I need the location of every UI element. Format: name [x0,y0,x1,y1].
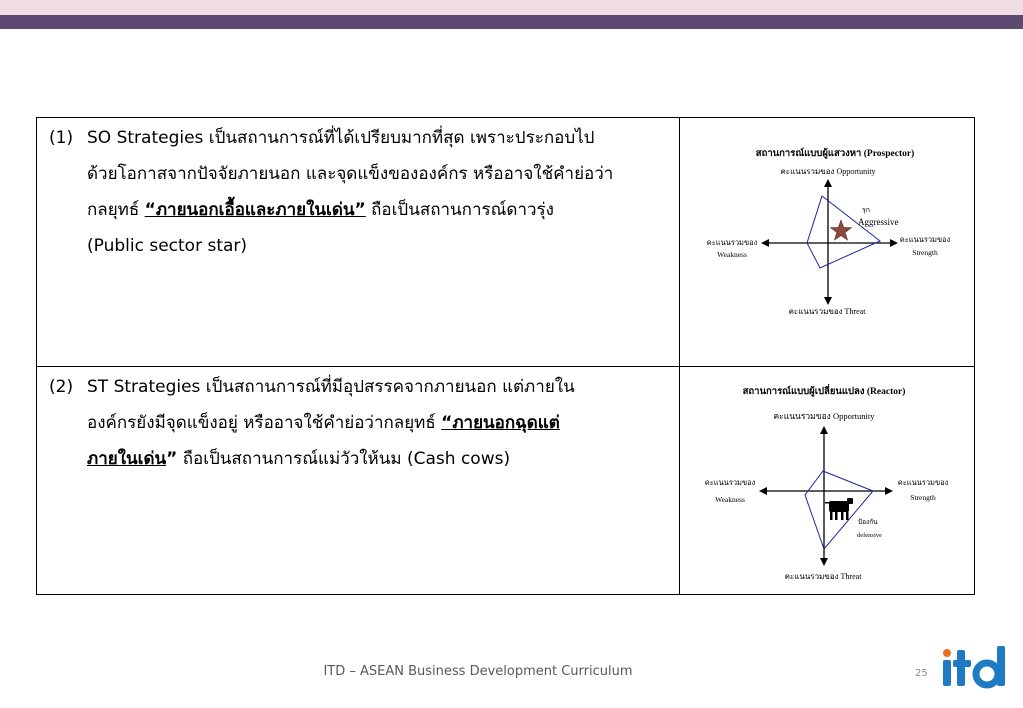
emphasis-text: “ภายนอกเอื้อและภายในเด่น” [144,200,366,220]
prospector-diagram [680,118,974,367]
quadrant-label: defensive [857,532,882,539]
weakness-axis-label: คะแนนรวมของ [704,478,756,487]
strategy-paragraph [37,367,679,477]
body-text: กลยุทธ์ [87,200,145,220]
strategy-text-cell [37,367,680,595]
strategy-line [87,228,667,264]
threat-axis-label: คะแนนรวมของ Threat [784,572,862,581]
strategy-line [87,369,667,405]
strength-axis-label: คะแนนรวมของ [897,478,949,487]
strategy-number: (2) [49,377,74,397]
body-text: องค์กรยังมีจุดแข็งอยู่ หรืออาจใช้คำย่อว่ากลยุทธ์ [87,413,442,433]
figure-title: สถานการณ์แบบผู้เปลี่ยนแปลง (Reactor) [742,387,906,397]
weakness-axis-label-en: Weakness [717,250,747,259]
header-strip [0,0,1023,15]
emphasis-text: ” [166,449,178,469]
opportunity-axis-label: คะแนนรวมของ Opportunity [773,411,875,421]
header-bar [0,15,1023,29]
quadrant-label: Aggressive [858,217,899,227]
table-row [37,118,975,367]
emphasis-text: “ภายนอกฉุดแต่ [441,413,560,433]
body-text: SO Strategies เป็นสถานการณ์ที่ได้เปรียบมากที่สุด เพราะประกอบไป [87,128,595,148]
weakness-axis-label: คะแนนรวมของ [706,238,758,247]
strategy-figure-cell [680,118,975,367]
quadrant-label-thai: ป้องกัน [858,519,878,526]
star-icon [831,220,852,240]
footer-text: ITD – ASEAN Business Development Curriculum [323,664,633,679]
weakness-axis-label-en: Weakness [715,495,745,504]
itd-logo [941,644,1013,692]
quadrant-label-thai: รุก [862,206,870,214]
logo-dot-icon [943,649,951,657]
emphasis-text: ภายในเด่น [87,449,167,469]
figure-title: สถานการณ์แบบผู้แสวงหา (Prospector) [755,149,915,159]
strength-axis-label-en: Strength [912,248,938,257]
strategy-line [87,441,667,477]
strength-axis-label-en: Strength [910,493,936,502]
strategy-line [87,405,667,441]
strategy-line [87,120,667,156]
body-text: ด้วยโอกาสจากปัจจัยภายนอก และจุดแข็งขององค์กร หรืออาจใช้คำย่อว่า [87,164,614,184]
body-text: ST Strategies เป็นสถานการณ์ที่มีอุปสรรคจากภายนอก แต่ภายใน [87,377,575,397]
strategy-text-cell [37,118,680,367]
strategy-line [87,192,667,228]
opportunity-axis-label: คะแนนรวมของ Opportunity [780,167,876,176]
strategy-figure-cell [680,367,975,595]
body-text: (Public sector star) [87,236,248,256]
reactor-diagram [680,367,974,595]
body-text: ถือเป็นสถานการณ์ดาวรุ่ง [365,200,554,220]
strength-axis-label: คะแนนรวมของ [899,235,951,244]
strategy-line [87,156,667,192]
cow-icon [825,498,853,520]
threat-axis-label: คะแนนรวมของ Threat [788,307,866,316]
strategy-table [36,117,975,595]
body-text: ถือเป็นสถานการณ์แม่วัวให้นม (Cash cows) [177,449,511,469]
page-number: 25 [915,668,928,679]
strategy-number: (1) [49,128,74,148]
table-row [37,367,975,595]
strategy-paragraph [37,118,679,264]
